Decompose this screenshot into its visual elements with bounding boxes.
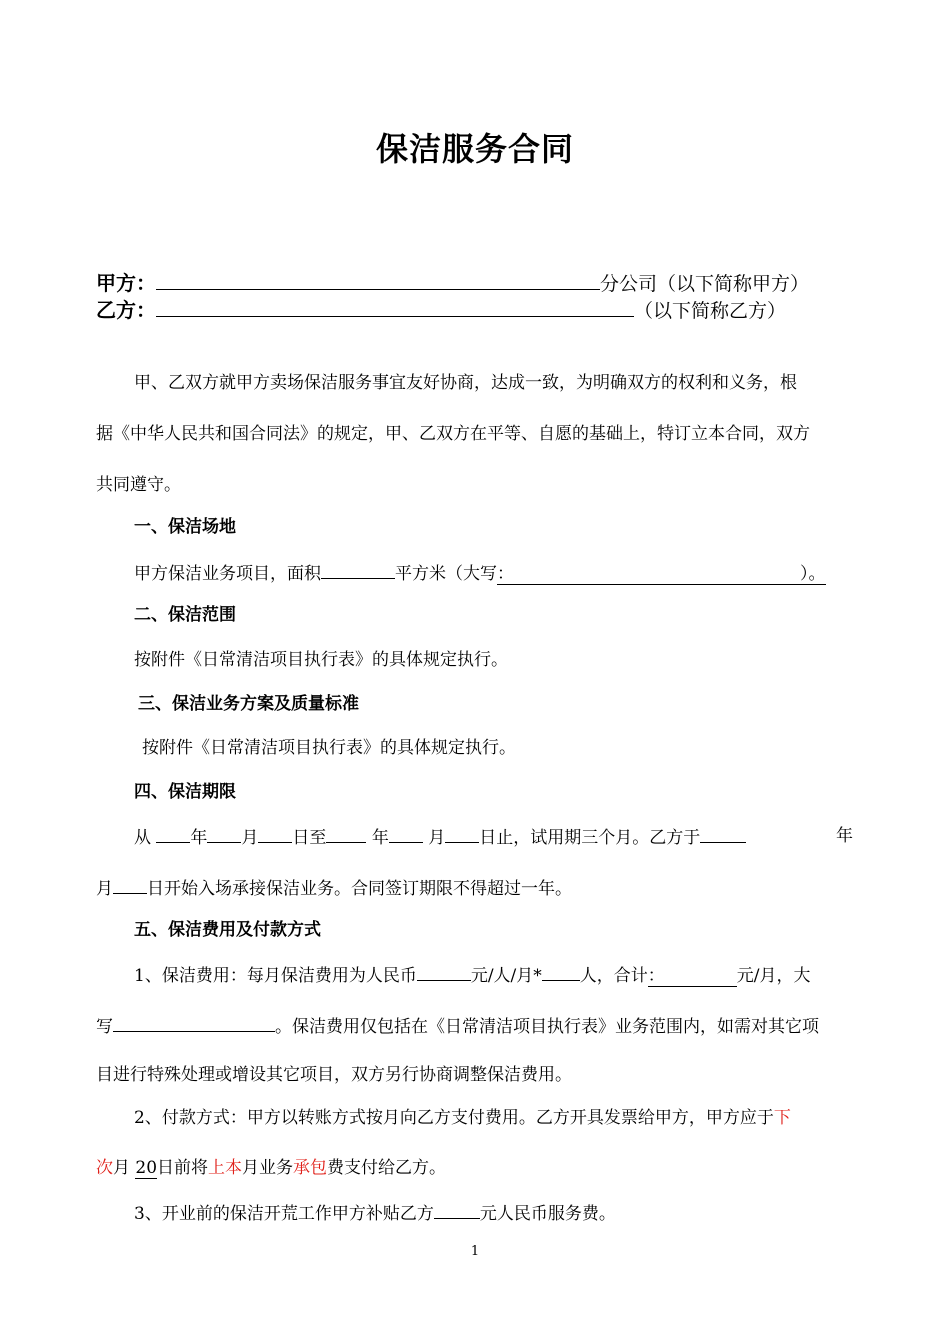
s4-day-to: 日至	[292, 828, 327, 848]
payment-day: 20	[135, 1158, 158, 1178]
s1-close: ）。	[800, 564, 826, 584]
subsidy-amount-blank	[434, 1200, 480, 1219]
party-b-line	[96, 298, 786, 323]
payment-line-2	[96, 1156, 446, 1180]
entry-year-blank	[700, 824, 746, 843]
fee-text-b: 元/人/月*	[470, 966, 542, 986]
party-a-label: 甲方：	[96, 271, 156, 295]
section-2-heading: 二、保洁范围	[134, 605, 236, 625]
s1-colon: ：	[497, 564, 514, 584]
document-title: 保洁服务合同	[375, 130, 574, 168]
payment-red-3: 上本	[208, 1158, 243, 1178]
section-2-body: 按附件《日常清洁项目执行表》的具体规定执行。	[134, 650, 508, 670]
fee-colon: ：	[647, 966, 665, 986]
section-1-body	[134, 560, 826, 586]
payment-text-e: 费支付给乙方。	[327, 1158, 447, 1178]
subsidy-text-a: 3、开业前的保洁开荒工作甲方补贴乙方	[134, 1204, 434, 1224]
section-5-heading: 五、保洁费用及付款方式	[134, 920, 321, 940]
section-4-line-1	[134, 824, 746, 850]
section-4-line-2	[96, 875, 572, 901]
s4-year-1: 年	[190, 828, 208, 848]
payment-red-1: 下	[773, 1108, 791, 1128]
fee-text-g: 。保洁费用仅包括在《日常清洁项目执行表》业务范围内，如需对其它项	[275, 1017, 819, 1037]
payment-red-2: 次	[96, 1158, 113, 1178]
s1-text-a: 甲方保洁业务项目，面积	[134, 564, 321, 584]
payment-text-a: 2、付款方式：甲方以转账方式按月向乙方支付费用。乙方开具发票给甲方，甲方应于	[134, 1108, 774, 1128]
party-a-suffix: 分公司（以下简称甲方）	[600, 273, 810, 295]
fee-capital-blank	[113, 1013, 275, 1032]
fee-line-1	[134, 962, 811, 988]
section-3-heading: 三、保洁业务方案及质量标准	[138, 694, 359, 714]
payment-text-b: 月	[113, 1158, 130, 1178]
end-day-blank	[445, 824, 479, 843]
fee-text-f: 写	[96, 1017, 113, 1037]
end-month-blank	[389, 824, 423, 843]
payment-line-1	[134, 1106, 791, 1130]
fee-line-3: 目进行特殊处理或增设其它项目，双方另行协商调整保洁费用。	[96, 1065, 572, 1085]
s4-month-1: 月	[241, 828, 259, 848]
area-blank	[321, 560, 395, 579]
intro-line-1: 甲、乙双方就甲方卖场保洁服务事宜友好协商，达成一致，为明确双方的权利和义务，根	[134, 373, 797, 393]
s4-year-2: 年	[371, 828, 389, 848]
s1-text-b: 平方米（大写	[395, 564, 497, 584]
fee-text-a: 1、保洁费用：每月保洁费用为人民币	[134, 966, 417, 986]
s1-capital-underline	[497, 564, 826, 585]
s4-from: 从	[134, 828, 151, 848]
s4-day-end: 日止，试用期三个月。乙方于	[479, 828, 701, 848]
payment-text-c: 日前将	[157, 1158, 209, 1178]
start-month-blank	[207, 824, 241, 843]
s4-line2-rest: 日开始入场承接保洁业务。合同签订期限不得超过一年。	[147, 879, 572, 899]
fee-text-e: 元/月，大	[736, 966, 811, 986]
intro-line-3: 共同遵守。	[96, 475, 181, 495]
s4-month-2: 月	[428, 828, 446, 848]
payment-text-d: 月业务	[242, 1158, 294, 1178]
party-a-line	[96, 271, 809, 296]
s4-year-3: 年	[836, 826, 853, 846]
total-underline	[648, 966, 737, 987]
fee-text-c: 人，合计	[579, 966, 648, 986]
s4-month-3: 月	[96, 879, 113, 899]
end-year-blank	[326, 824, 366, 843]
fee-per-person-blank	[417, 962, 471, 981]
page-number: 1	[470, 1244, 480, 1259]
subsidy-line	[134, 1200, 616, 1226]
section-3-body: 按附件《日常清洁项目执行表》的具体规定执行。	[142, 738, 516, 758]
start-year-blank	[156, 824, 190, 843]
entry-day-blank	[113, 875, 147, 894]
party-b-blank	[156, 298, 634, 317]
start-day-blank	[258, 824, 292, 843]
payment-red-4: 承包	[293, 1158, 328, 1178]
fee-line-2	[96, 1013, 819, 1039]
party-a-blank	[156, 271, 600, 290]
subsidy-text-b: 元人民币服务费。	[479, 1204, 616, 1224]
party-b-label: 乙方：	[96, 298, 156, 322]
section-4-heading: 四、保洁期限	[134, 782, 236, 802]
party-b-suffix: （以下简称乙方）	[634, 300, 787, 322]
intro-line-2: 据《中华人民共和国合同法》的规定，甲、乙双方在平等、自愿的基础上，特订立本合同，双方	[96, 424, 810, 444]
headcount-blank	[542, 962, 580, 981]
section-1-heading: 一、保洁场地	[134, 517, 236, 537]
